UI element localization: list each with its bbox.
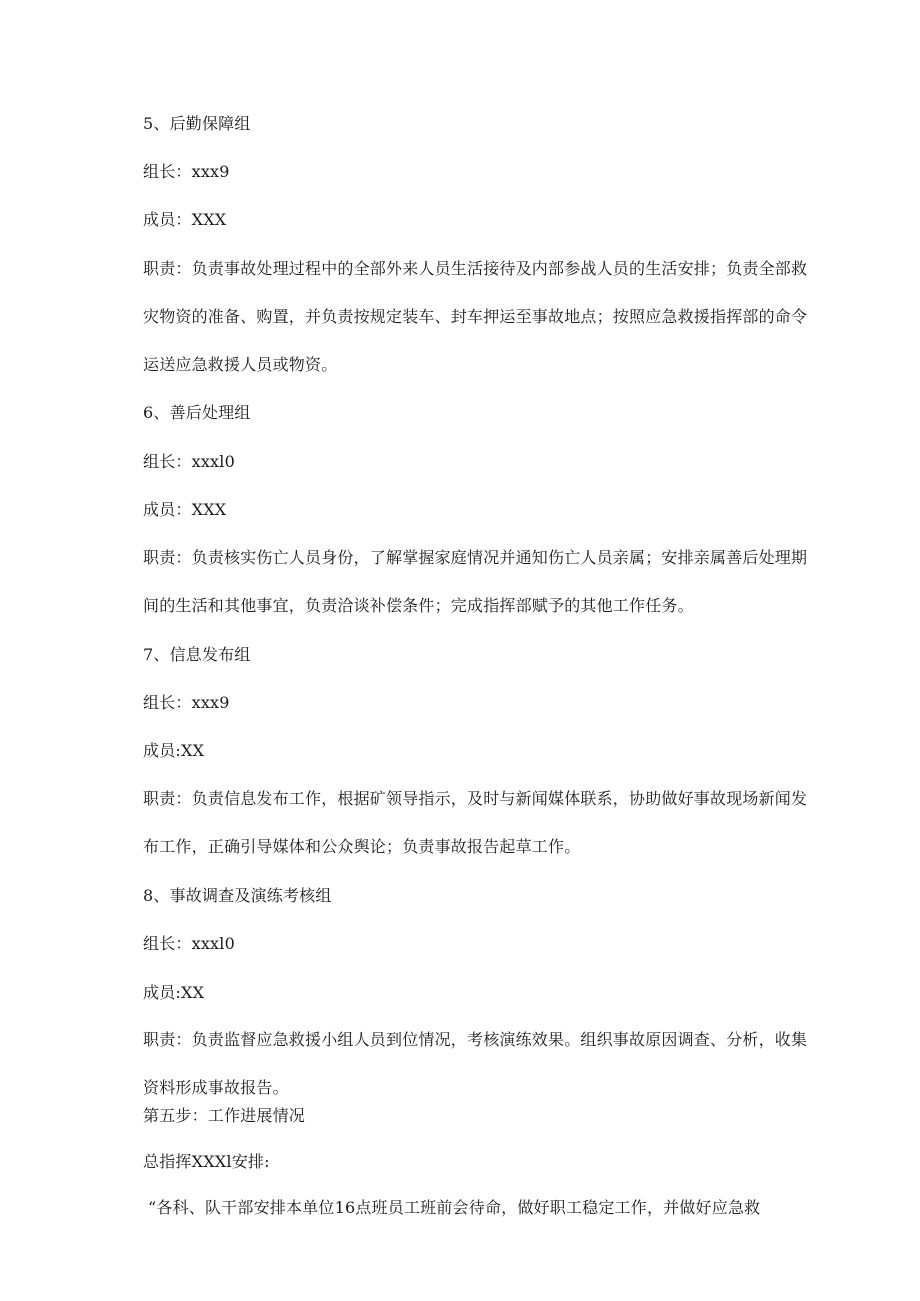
group-duty: 职责：负责监督应急救援小组人员到位情况，考核演练效果。组织事故原因调查、分析，收集资料形成事故报告。 — [143, 1030, 808, 1097]
commander-line: 总指挥XXXl安排: — [143, 1152, 270, 1171]
commander-quote: “各科、队干部安排本单位16点班员工班前会待命，做好职工稳定工作，并做好应急救 — [148, 1198, 761, 1217]
group-duty: 职责：负责信息发布工作，根据矿领导指示，及时与新闻媒体联系，协助做好事故现场新闻发布工作，正确引导媒体和公众舆论；负责事故报告起草工作。 — [143, 789, 808, 856]
group-members: 成员:XX — [143, 741, 205, 760]
group-members: 成员：XXX — [143, 210, 227, 229]
group-leader: 组长：xxx9 — [143, 162, 230, 181]
group-members: 成员:XX — [143, 983, 205, 1002]
group-duty: 职责：负责核实伤亡人员身份，了解掌握家庭情况并通知伤亡人员亲属；安排亲属善后处理期间的生活和其他事宜，负责洽谈补偿条件；完成指挥部赋予的其他工作任务。 — [143, 548, 808, 615]
group-leader: 组长：xxxl0 — [143, 452, 235, 471]
section-heading: 5、后勤保障组 — [143, 114, 251, 133]
section-heading: 6、善后处理组 — [143, 403, 251, 422]
section-heading: 8、事故调查及演练考核组 — [143, 886, 332, 905]
group-duty: 职责：负责事故处理过程中的全部外来人员生活接待及内部参战人员的生活安排；负责全部救灾物资的准备、购置，并负责按规定装车、封车押运至事故地点；按照应急救援指挥部的命令运送应急救援人员或物资。 — [143, 259, 808, 374]
group-leader: 组长：xxx9 — [143, 693, 230, 712]
group-members: 成员：XXX — [143, 500, 227, 519]
group-leader: 组长：xxxl0 — [143, 934, 235, 953]
step-title: 第五步：工作进展情况 — [143, 1106, 306, 1125]
section-heading: 7、信息发布组 — [143, 645, 251, 664]
